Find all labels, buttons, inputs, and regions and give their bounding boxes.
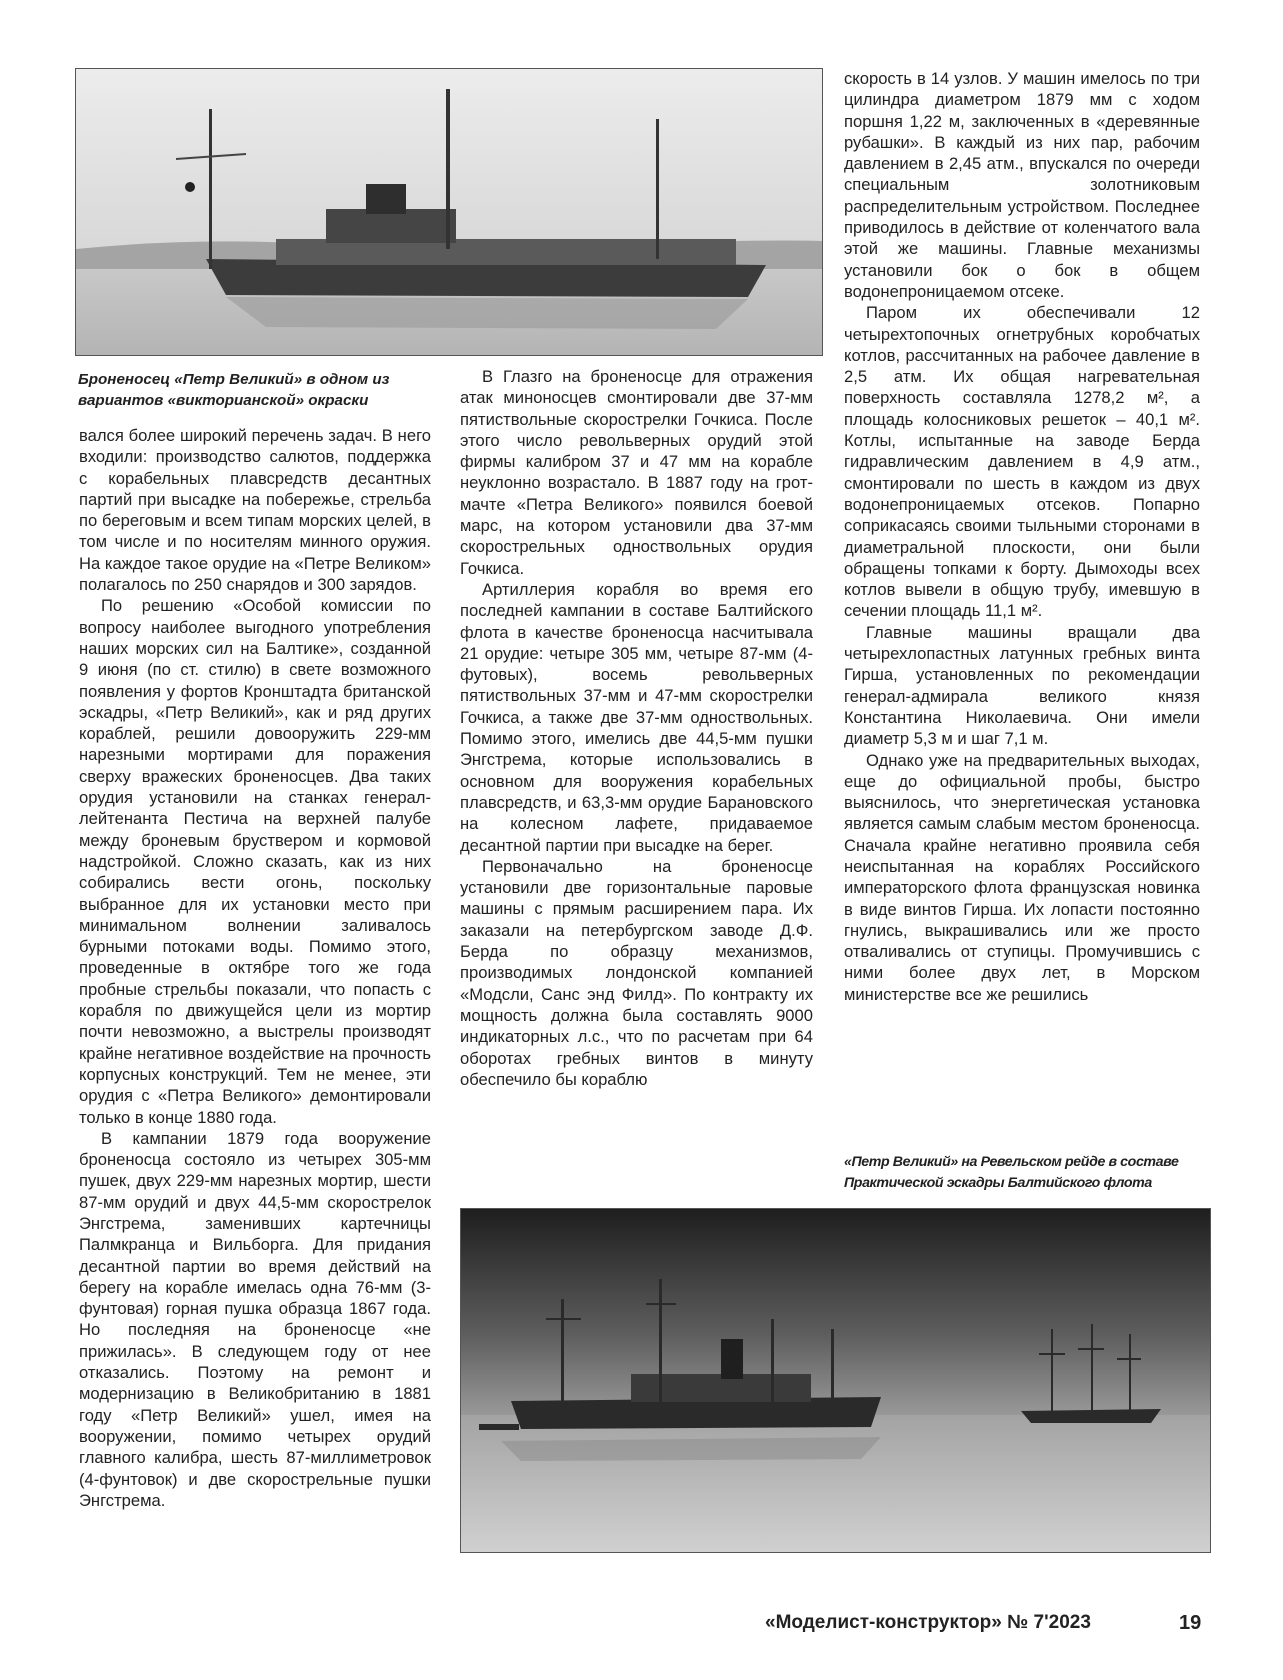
roadstead-photo-graphic	[461, 1209, 1210, 1552]
text-column-1	[79, 425, 431, 1511]
photo-ironclad-victorian-livery	[75, 68, 823, 356]
text-column-3	[844, 68, 1200, 1005]
ironclad-photo-graphic	[76, 69, 822, 355]
page-number: 19	[1179, 1612, 1202, 1634]
paragraph: Артиллерия корабля во время его последней кампании в составе Балтийского флота в качестве броненосца насчитывала 21 орудие: четыре 305 мм, четыре 87-мм (4-футовых), восемь револьверных пятиствольных 37-мм и 47-мм скорострелки Гочкиса, а также две 37-мм одноствольных. Помимо этого, имелись две 44,5-мм пушки Энгстрема, которые использовались в основном для вооружения корабельных плавсредств, и 63,3-мм орудие Барановского на колесном лафете, придаваемое десантной партии при высадке на берег.	[460, 579, 813, 855]
text-column-2	[460, 366, 813, 1090]
caption-bottom-photo: «Петр Великий» на Ревельском рейде в составе Практической эскадры Балтийского флота	[844, 1154, 1179, 1191]
paragraph: вался более широкий перечень задач. В него входили: производство салютов, поддержка с корабельных плавсредств десантных партий при высадке на побережье, стрельба по береговым и всем типам морских целей, в том числе и по носителям минного оружия. На каждое такое орудие на «Петре Великом» полагалось по 250 снарядов и 300 зарядов.	[79, 426, 432, 595]
paragraph: По решению «Особой комиссии по вопросу наиболее выгодного употребления наших морских сил на Балтике», созданной 9 июня (по ст. стилю) в свете возможного появления у фортов Кронштадта британской эскадры, «Петр Великий», как и ряд других кораблей, решили довооружить 229-мм нарезными мортирами для поражения сверху вражеских броненосцев. Два таких орудия установили на станках генерал-лейтенанта Пестича на верхней палубе между броневым бруствером и кормовой надстройкой. Сложно сказать, как из них собирались вести огонь, поскольку выбранное для их установки место при минимальном волнении заливалось бурными потоками воды. Помимо этого, проведенные в октябре того же года пробные стрельбы показали, что попасть с корабля по движущейся цели из мортир почти невозможно, а выстрелы производят крайне негативное воздействие на прочность корпусных конструкций. Тем не менее, эти орудия с «Петра Великого» демонтировали только в конце 1880 года.	[79, 596, 431, 1127]
paragraph: Однако уже на предварительных выходах, еще до официальной пробы, быстро выяснилось, что энергетическая установка является самым слабым местом броненосца. Сначала крайне негативно проявила себя неиспытанная на кораблях Российского императорского флота французская новинка в виде винтов Гирша. Их лопасти постоянно гнулись, выкрашивались или же просто отваливались от ступицы. Промучившись с ними более двух лет, в Морском министерстве все же решились	[844, 750, 1200, 1004]
paragraph: скорость в 14 узлов. У машин имелось по три цилиндра диаметром 1879 мм с ходом поршня 1,22 м, заключенных в «деревянные рубашки». В каждый из них пар, рабочим давлением в 2,45 атм., впускался по очереди специальным золотниковым распределительным устройством. Последнее приводилось в действие от коленчатого вала этой же машины. Главные механизмы установили бок о бок в общем водонепроницаемом отсеке.	[844, 69, 1200, 301]
paragraph: Паром их обеспечивали 12 четырехтопочных огнетрубных коробчатых котлов, рассчитанных на рабочее давление в 2,5 атм. Их общая нагревательная поверхность составляла 1278,2 м², а площадь колосниковых решеток – 40,1 м². Котлы, испытанные на заводе Берда гидравлическим давлением в 4,9 атм., смонтировали по шесть в каждом из двух водонепроницаемых отсеков. Попарно соприкасаясь своими тыльными сторонами в диаметральной плоскости, они были обращены топками к борту. Дымоходы всех котлов вывели в общую трубу, имевшую в сечении площадь 11,1 м².	[844, 303, 1200, 621]
photo-reval-roadstead	[460, 1208, 1211, 1553]
caption-top-photo: Броненосец «Петр Великий» в одном из вариантов «викторианской» окраски	[78, 371, 390, 409]
paragraph: В Глазго на броненосце для отражения атак миноносцев смонтировали две 37-мм пятиствольные скорострелки Гочкиса. После этого число револьверных орудий этой фирмы калибром 37 и 47 мм на корабле неуклонно возрастало. В 1887 году на грот-мачте «Петра Великого» появился боевой марс, на котором установили два 37-мм скорострельных одноствольных орудия Гочкиса.	[460, 367, 813, 578]
paragraph: Первоначально на броненосце установили две горизонтальные паровые машины с прямым расширением пара. Их заказали на петербургском заводе Д.Ф. Берда по образцу механизмов, производимых лондонской компанией «Модсли, Санс энд Филд». По контракту их мощность должна была составлять 9000 индикаторных л.с., что по расчетам при 64 оборотах гребных винтов в минуту обеспечило бы кораблю	[460, 856, 813, 1089]
paragraph: В кампании 1879 года вооружение броненосца состояло из четырех 305-мм пушек, двух 229-мм нарезных мортир, шести 87-мм орудий и двух 44,5-мм скорострелок Энгстрема, заменивших картечницы Палмкранца и Вильборга. Для придания десантной партии во время действий на берегу на корабле имелась одна 76-мм (3-фунтовая) горная пушка образца 1867 года. Но последняя на броненосце «не прижилась». В следующем году от нее отказались. Поэтому на ремонт и модернизацию в Великобританию в 1881 году «Петр Великий» ушел, имея на вооружении, помимо четырех орудий главного калибра, шесть 87-миллиметровок (4-фунтовок) и две скорострельные пушки Энгстрема.	[79, 1128, 431, 1510]
paragraph: Главные машины вращали два четырехлопастных латунных гребных винта Гирша, установленных по рекомендации генерал-адмирала великого князя Константина Николаевича. Они имели диаметр 5,3 м и шаг 7,1 м.	[844, 622, 1200, 749]
journal-title: «Моделист-конструктор» № 7'2023	[765, 1612, 1091, 1633]
